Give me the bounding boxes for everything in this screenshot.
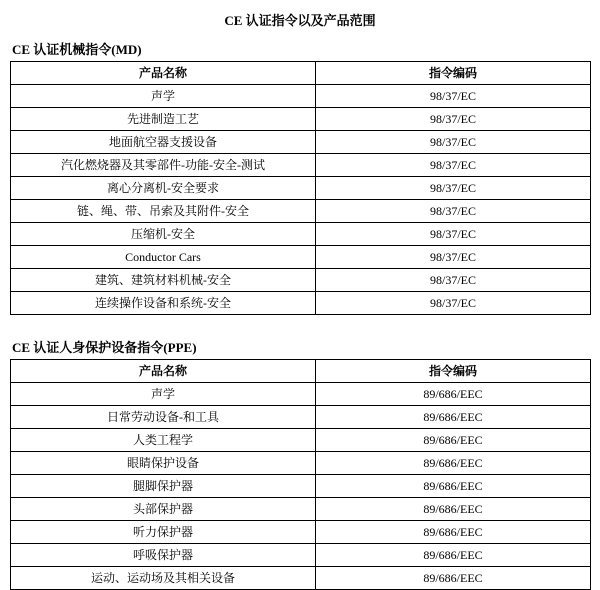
section-heading-md: CE 认证机械指令(MD) [12,42,142,57]
cell-product-name: 汽化燃烧器及其零部件-功能-安全-测试 [11,154,316,177]
cell-product-name: Conductor Cars [11,246,316,269]
page-title: CE 认证指令以及产品范围 [224,13,376,28]
table-row [11,475,591,498]
cell-directive-code: 89/686/EEC [316,475,591,498]
cell-product-name: 先进制造工艺 [11,108,316,131]
table-machinery-directive [10,61,591,315]
cell-product-name: 链、绳、带、吊索及其附件-安全 [11,200,316,223]
cell-product-name: 声学 [11,85,316,108]
cell-product-name: 头部保护器 [11,498,316,521]
table-row [11,292,591,315]
cell-directive-code: 98/37/EC [316,269,591,292]
table-row [11,246,591,269]
table-ppe-directive [10,359,591,590]
table-row [11,567,591,590]
cell-product-name: 连续操作设备和系统-安全 [11,292,316,315]
cell-directive-code: 89/686/EEC [316,429,591,452]
table-header-row [11,62,591,85]
cell-directive-code: 89/686/EEC [316,498,591,521]
cell-product-name: 日常劳动设备-和工具 [11,406,316,429]
cell-product-name: 听力保护器 [11,521,316,544]
column-header-directive-code: 指令编码 [316,62,591,85]
cell-directive-code: 98/37/EC [316,85,591,108]
table-row [11,154,591,177]
cell-product-name: 声学 [11,383,316,406]
cell-directive-code: 98/37/EC [316,200,591,223]
cell-directive-code: 98/37/EC [316,223,591,246]
section-gap [10,315,590,337]
cell-directive-code: 98/37/EC [316,108,591,131]
cell-directive-code: 89/686/EEC [316,452,591,475]
cell-directive-code: 98/37/EC [316,292,591,315]
cell-product-name: 呼吸保护器 [11,544,316,567]
table-row [11,223,591,246]
table-row [11,429,591,452]
cell-directive-code: 98/37/EC [316,177,591,200]
table-row [11,521,591,544]
cell-product-name: 离心分离机-安全要求 [11,177,316,200]
cell-directive-code: 98/37/EC [316,131,591,154]
cell-directive-code: 89/686/EEC [316,521,591,544]
table-row [11,108,591,131]
column-header-product-name: 产品名称 [11,62,316,85]
table-row [11,131,591,154]
cell-directive-code: 89/686/EEC [316,383,591,406]
cell-product-name: 地面航空器支援设备 [11,131,316,154]
column-header-directive-code: 指令编码 [316,360,591,383]
cell-directive-code: 89/686/EEC [316,544,591,567]
cell-product-name: 压缩机-安全 [11,223,316,246]
table-row [11,498,591,521]
cell-product-name: 建筑、建筑材料机械-安全 [11,269,316,292]
column-header-product-name: 产品名称 [11,360,316,383]
cell-product-name: 运动、运动场及其相关设备 [11,567,316,590]
cell-product-name: 人类工程学 [11,429,316,452]
cell-product-name: 腿脚保护器 [11,475,316,498]
table-row [11,383,591,406]
section-heading-ppe: CE 认证人身保护设备指令(PPE) [12,340,197,355]
table-row [11,544,591,567]
table-row [11,269,591,292]
table-row [11,85,591,108]
table-row [11,452,591,475]
table-row [11,177,591,200]
table-row [11,200,591,223]
cell-directive-code: 89/686/EEC [316,567,591,590]
table-row [11,406,591,429]
cell-directive-code: 89/686/EEC [316,406,591,429]
cell-product-name: 眼睛保护设备 [11,452,316,475]
table-header-row [11,360,591,383]
cell-directive-code: 98/37/EC [316,246,591,269]
cell-directive-code: 98/37/EC [316,154,591,177]
